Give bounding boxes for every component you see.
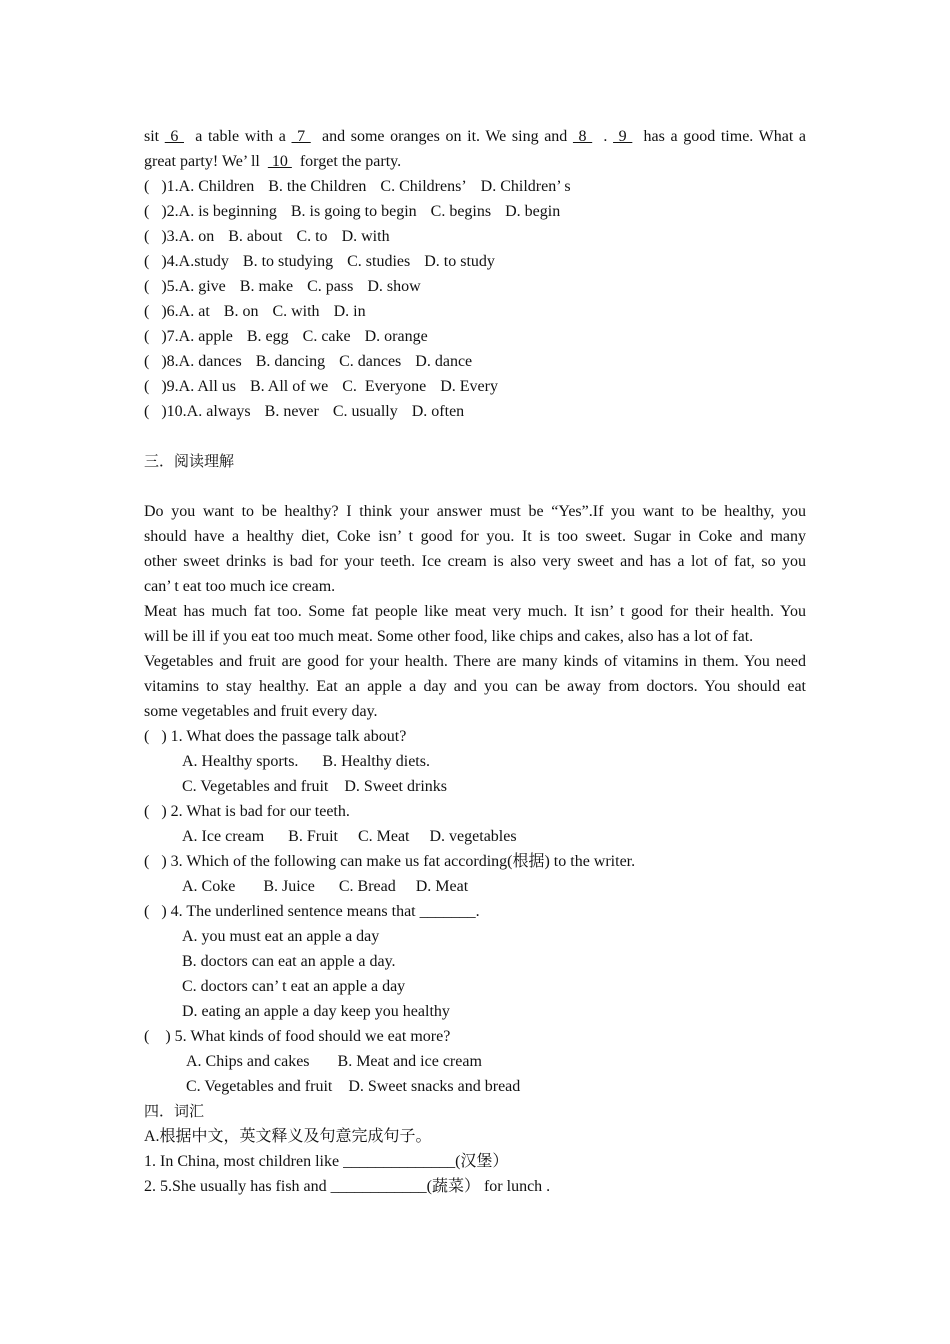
cloze-question <box>144 324 806 349</box>
answer-option: B. on <box>223 303 259 320</box>
cloze-text-line-1 <box>144 124 806 149</box>
answer-option: A. at <box>178 303 210 320</box>
answer-option: C. dances <box>339 353 402 370</box>
cloze-question <box>144 349 806 374</box>
cloze-text: and some oranges on it. We sing and <box>310 128 573 145</box>
cloze-text: a table with a <box>184 128 292 145</box>
reading-options: A. Ice cream B. Fruit C. Meat D. vegetables <box>182 828 517 845</box>
reading-heading: 三．阅读理解 <box>144 452 235 470</box>
vocab-instruction: A.根据中文，英文释义及句意完成句子。 <box>144 1128 432 1145</box>
passage-line: other sweet drinks is bad for your teeth. Ice cream is also very sweet and has a lot of fat, so you <box>144 553 806 570</box>
document-content <box>144 124 806 1199</box>
answer-option: A.study <box>178 253 229 270</box>
cloze-question <box>144 374 806 399</box>
vocab-item: 1. In China, most children like ______________(汉堡） <box>144 1153 509 1170</box>
passage-line: some vegetables and fruit every day. <box>144 703 378 720</box>
passage-line: Vegetables and fruit are good for your health. There are many kinds of vitamins in them. You need <box>144 653 806 670</box>
answer-option: D. show <box>367 278 421 295</box>
answer-option: C. Childrens’ <box>380 178 467 195</box>
question-number: ( )9. <box>144 378 179 395</box>
answer-option: A. always <box>186 403 251 420</box>
cloze-question <box>144 299 806 324</box>
passage-line: Do you want to be healthy? I think your answer must be “Yes”.If you want to be healthy, you <box>144 503 806 520</box>
reading-options: C. Vegetables and fruit D. Sweet drinks <box>182 778 447 795</box>
answer-option: C. begins <box>430 203 492 220</box>
reading-question: ( ) 5. What kinds of food should we eat more? <box>144 1028 451 1045</box>
answer-option: A. Children <box>178 178 255 195</box>
question-number: ( )6. <box>144 303 179 320</box>
answer-option: A. on <box>178 228 215 245</box>
question-number: ( )8. <box>144 353 179 370</box>
answer-option: C. pass <box>307 278 354 295</box>
blank-number: 10 <box>267 153 292 170</box>
cloze-question <box>144 274 806 299</box>
passage-line: vitamins to stay healthy. Eat an apple a day and you can be away from doctors. You should eat <box>144 678 806 695</box>
reading-question: ( ) 3. Which of the following can make us fat according(根据) to the writer. <box>144 853 636 870</box>
answer-option: B. the Children <box>268 178 367 195</box>
answer-option: B. make <box>239 278 294 295</box>
answer-option: D. begin <box>505 203 561 220</box>
reading-options: A. you must eat an apple a day <box>182 928 380 945</box>
reading-options: A. Healthy sports. B. Healthy diets. <box>182 753 430 770</box>
question-number: ( )4. <box>144 253 179 270</box>
passage-line: should have a healthy diet, Coke isn’ t good for you. It is too sweet. Sugar in Coke and many <box>144 528 806 545</box>
reading-questions <box>144 724 806 1099</box>
reading-passage <box>144 499 806 724</box>
answer-option: B. egg <box>246 328 289 345</box>
cloze-text: great party! We’ ll <box>144 153 268 170</box>
answer-option: C. cake <box>302 328 351 345</box>
answer-option: D. orange <box>364 328 428 345</box>
answer-option: A. dances <box>178 353 242 370</box>
cloze-text-line-2 <box>144 149 806 174</box>
answer-option: D. dance <box>415 353 473 370</box>
answer-option: D. often <box>411 403 465 420</box>
reading-question: ( ) 4. The underlined sentence means that _______. <box>144 903 480 920</box>
cloze-text: . <box>592 128 614 145</box>
reading-options: B. doctors can eat an apple a day. <box>182 953 396 970</box>
answer-option: A. give <box>178 278 226 295</box>
cloze-question <box>144 174 806 199</box>
answer-option: C. Everyone <box>342 378 427 395</box>
blank-number: 9 <box>613 128 633 145</box>
answer-option: A. is beginning <box>178 203 277 220</box>
cloze-text: forget the party. <box>291 153 402 170</box>
cloze-question <box>144 199 806 224</box>
cloze-text: has a good time. What a <box>632 128 807 145</box>
answer-option: C. with <box>272 303 320 320</box>
blank-number: 6 <box>164 128 184 145</box>
answer-option: D. Every <box>440 378 498 395</box>
answer-option: B. dancing <box>255 353 326 370</box>
cloze-questions <box>144 174 806 424</box>
answer-option: A. apple <box>178 328 233 345</box>
blank-number: 7 <box>291 128 311 145</box>
reading-question: ( ) 1. What does the passage talk about? <box>144 728 407 745</box>
answer-option: B. All of we <box>250 378 329 395</box>
answer-option: B. to studying <box>242 253 334 270</box>
question-number: ( )7. <box>144 328 179 345</box>
passage-line: Meat has much fat too. Some fat people like meat very much. It isn’ t good for their health. You <box>144 603 806 620</box>
answer-option: A. All us <box>178 378 236 395</box>
reading-options: A. Chips and cakes B. Meat and ice cream <box>186 1053 482 1070</box>
answer-option: D. in <box>333 303 366 320</box>
passage-line: will be ill if you eat too much meat. Some other food, like chips and cakes, also has a lot of fat. <box>144 628 754 645</box>
cloze-question <box>144 249 806 274</box>
vocab-item: 2. 5.She usually has fish and ____________(蔬菜） for lunch . <box>144 1178 551 1195</box>
blank-number: 8 <box>572 128 593 145</box>
reading-options: A. Coke B. Juice C. Bread D. Meat <box>182 878 469 895</box>
answer-option: C. studies <box>347 253 411 270</box>
reading-question: ( ) 2. What is bad for our teeth. <box>144 803 350 820</box>
answer-option: B. never <box>264 403 319 420</box>
reading-options: C. doctors can’ t eat an apple a day <box>182 978 406 995</box>
question-number: ( )2. <box>144 203 179 220</box>
question-number: ( )5. <box>144 278 179 295</box>
question-number: ( )3. <box>144 228 179 245</box>
reading-options: C. Vegetables and fruit D. Sweet snacks and bread <box>186 1078 521 1095</box>
answer-option: B. about <box>228 228 283 245</box>
answer-option: D. with <box>341 228 390 245</box>
passage-line: can’ t eat too much ice cream. <box>144 578 336 595</box>
answer-option: C. usually <box>332 403 398 420</box>
answer-option: B. is going to begin <box>290 203 417 220</box>
cloze-text: sit <box>144 128 165 145</box>
question-number: ( )1. <box>144 178 179 195</box>
vocab-heading: 四．词汇 <box>144 1102 205 1120</box>
reading-options: D. eating an apple a day keep you healthy <box>182 1003 450 1020</box>
answer-option: D. Children’ s <box>480 178 571 195</box>
question-number: ( )10. <box>144 403 187 420</box>
answer-option: D. to study <box>424 253 495 270</box>
cloze-question <box>144 399 806 424</box>
cloze-question <box>144 224 806 249</box>
answer-option: C. to <box>296 228 328 245</box>
